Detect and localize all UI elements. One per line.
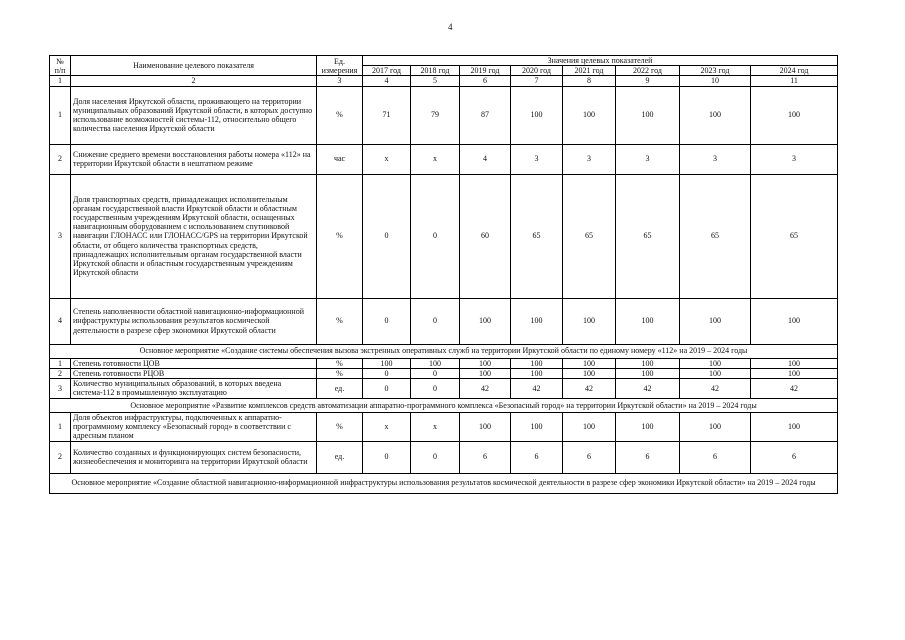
row-value: 100 bbox=[460, 298, 511, 344]
row-value: 100 bbox=[680, 358, 751, 368]
row-value: 100 bbox=[563, 298, 616, 344]
row-value: 60 bbox=[460, 174, 511, 298]
row-value: 65 bbox=[563, 174, 616, 298]
row-indicator-name: Количество муниципальных образований, в которых введена система-112 в промышленную эксплуатацию bbox=[71, 378, 317, 398]
header-index-cell: 2 bbox=[71, 76, 317, 86]
row-value: 65 bbox=[680, 174, 751, 298]
table-row bbox=[50, 144, 838, 174]
header-index-cell: 3 bbox=[317, 76, 363, 86]
header-index-cell: 10 bbox=[680, 76, 751, 86]
row-value: х bbox=[363, 144, 411, 174]
table-row bbox=[50, 358, 838, 368]
row-value: 6 bbox=[460, 441, 511, 473]
section-title: Основное мероприятие «Создание системы обеспечения вызова экстренных оперативных служб на территории Иркутской области по единому номеру «112» на 2019 – 2024 годы bbox=[50, 344, 838, 358]
row-value: 6 bbox=[563, 441, 616, 473]
header-index-cell: 5 bbox=[411, 76, 460, 86]
section-row bbox=[50, 398, 838, 412]
header-name: Наименование целевого показателя bbox=[71, 56, 317, 76]
section-title: Основное мероприятие «Создание областной навигационно-информационной инфраструктуры использования результатов космической деятельности в разрезе сфер экономики Иркутской области» на 2019 – 2024 годы bbox=[50, 473, 838, 493]
row-value: 100 bbox=[363, 358, 411, 368]
row-value: 42 bbox=[751, 378, 838, 398]
header-index-cell: 9 bbox=[616, 76, 680, 86]
row-value: 100 bbox=[460, 358, 511, 368]
row-value: 3 bbox=[751, 144, 838, 174]
row-value: 6 bbox=[616, 441, 680, 473]
row-number: 1 bbox=[50, 412, 71, 441]
header-unit: Ед. измерения bbox=[317, 56, 363, 76]
row-indicator-name: Доля объектов инфраструктуры, подключенных к аппаратно-программному комплексу «Безопасный город» в соответствии с адресным планом bbox=[71, 412, 317, 441]
row-value: 0 bbox=[363, 441, 411, 473]
section-row bbox=[50, 344, 838, 358]
row-value: 3 bbox=[511, 144, 563, 174]
row-value: 3 bbox=[616, 144, 680, 174]
header-year: 2023 год bbox=[680, 66, 751, 76]
row-value: 6 bbox=[680, 441, 751, 473]
row-value: 4 bbox=[460, 144, 511, 174]
row-number: 2 bbox=[50, 368, 71, 378]
row-value: 100 bbox=[616, 298, 680, 344]
header-values-title: Значения целевых показателей bbox=[363, 56, 838, 66]
row-value: 100 bbox=[616, 358, 680, 368]
row-unit: % bbox=[317, 358, 363, 368]
row-value: 65 bbox=[511, 174, 563, 298]
header-year: 2024 год bbox=[751, 66, 838, 76]
row-value: 100 bbox=[511, 86, 563, 144]
row-value: 65 bbox=[751, 174, 838, 298]
header-index-cell: 8 bbox=[563, 76, 616, 86]
row-value: 100 bbox=[563, 368, 616, 378]
row-value: 100 bbox=[680, 86, 751, 144]
header-index-cell: 11 bbox=[751, 76, 838, 86]
row-value: 100 bbox=[511, 358, 563, 368]
row-value: 100 bbox=[411, 358, 460, 368]
row-number: 3 bbox=[50, 378, 71, 398]
row-unit: % bbox=[317, 412, 363, 441]
row-value: 87 bbox=[460, 86, 511, 144]
row-value: 79 bbox=[411, 86, 460, 144]
row-unit: ед. bbox=[317, 441, 363, 473]
row-number: 3 bbox=[50, 174, 71, 298]
table-row bbox=[50, 174, 838, 298]
header-index-cell: 7 bbox=[511, 76, 563, 86]
row-number: 1 bbox=[50, 86, 71, 144]
row-value: 42 bbox=[680, 378, 751, 398]
header-year: 2017 год bbox=[363, 66, 411, 76]
header-year: 2021 год bbox=[563, 66, 616, 76]
table-row bbox=[50, 378, 838, 398]
row-value: 100 bbox=[751, 368, 838, 378]
row-value: 100 bbox=[563, 358, 616, 368]
header-year: 2020 год bbox=[511, 66, 563, 76]
row-indicator-name: Доля транспортных средств, принадлежащих исполнительным органам государственной власти Иркутской области и областным государственным учреждениям Иркутской области, оснащенных навигационным оборудованием с использованием спутниковой навигации ГЛОНАСС или ГЛОНАСС/GPS на территории Иркутской области, от общего количества транспортных средств, принадлежащих исполнительным органам государственной власти Иркутской области и областным государственным учреждениям Иркутской области bbox=[71, 174, 317, 298]
table-row bbox=[50, 86, 838, 144]
row-value: 0 bbox=[363, 368, 411, 378]
row-value: 100 bbox=[680, 412, 751, 441]
row-value: 6 bbox=[751, 441, 838, 473]
row-value: 42 bbox=[460, 378, 511, 398]
header-year: 2018 год bbox=[411, 66, 460, 76]
row-unit: % bbox=[317, 174, 363, 298]
row-value: 100 bbox=[563, 412, 616, 441]
row-unit: % bbox=[317, 86, 363, 144]
row-value: 100 bbox=[616, 86, 680, 144]
row-value: 0 bbox=[363, 378, 411, 398]
table-row bbox=[50, 441, 838, 473]
row-value: 100 bbox=[563, 86, 616, 144]
row-value: 100 bbox=[511, 298, 563, 344]
row-value: 100 bbox=[511, 368, 563, 378]
row-indicator-name: Количество созданных и функционирующих систем безопасности, жизнеобеспечения и мониторинга на территории Иркутской области bbox=[71, 441, 317, 473]
header-num: № п/п bbox=[50, 56, 71, 76]
row-unit: час bbox=[317, 144, 363, 174]
page-number: 4 bbox=[448, 22, 453, 32]
header-row bbox=[50, 56, 838, 66]
row-value: х bbox=[363, 412, 411, 441]
row-value: 100 bbox=[616, 412, 680, 441]
row-value: 65 bbox=[616, 174, 680, 298]
row-indicator-name: Снижение среднего времени восстановления работы номера «112» на территории Иркутской области в нештатном режиме bbox=[71, 144, 317, 174]
row-number: 2 bbox=[50, 144, 71, 174]
header-index-cell: 1 bbox=[50, 76, 71, 86]
row-value: 42 bbox=[616, 378, 680, 398]
row-value: 100 bbox=[751, 86, 838, 144]
row-value: 0 bbox=[411, 368, 460, 378]
row-value: 100 bbox=[460, 368, 511, 378]
row-value: 6 bbox=[511, 441, 563, 473]
row-value: 100 bbox=[751, 358, 838, 368]
row-value: 0 bbox=[411, 378, 460, 398]
header-index-cell: 4 bbox=[363, 76, 411, 86]
row-value: 100 bbox=[680, 368, 751, 378]
row-indicator-name: Степень наполненности областной навигационно-информационной инфраструктуры использования результатов космической деятельности в разрезе сфер экономики Иркутской области bbox=[71, 298, 317, 344]
row-value: 100 bbox=[616, 368, 680, 378]
row-value: 3 bbox=[563, 144, 616, 174]
row-value: х bbox=[411, 412, 460, 441]
header-index-cell: 6 bbox=[460, 76, 511, 86]
row-unit: % bbox=[317, 368, 363, 378]
row-value: 0 bbox=[363, 298, 411, 344]
row-value: 71 bbox=[363, 86, 411, 144]
row-value: 0 bbox=[411, 441, 460, 473]
row-value: 0 bbox=[411, 174, 460, 298]
row-value: 100 bbox=[751, 412, 838, 441]
indicators-table bbox=[49, 55, 838, 494]
table-row bbox=[50, 412, 838, 441]
header-index-row bbox=[50, 76, 838, 86]
row-value: 100 bbox=[460, 412, 511, 441]
row-indicator-name: Степень готовности ЦОВ bbox=[71, 358, 317, 368]
header-year: 2019 год bbox=[460, 66, 511, 76]
row-value: 3 bbox=[680, 144, 751, 174]
table-row bbox=[50, 368, 838, 378]
row-unit: ед. bbox=[317, 378, 363, 398]
section-row bbox=[50, 473, 838, 493]
header-year: 2022 год bbox=[616, 66, 680, 76]
row-value: 42 bbox=[563, 378, 616, 398]
row-number: 1 bbox=[50, 358, 71, 368]
table-body bbox=[50, 56, 838, 494]
row-indicator-name: Доля населения Иркутской области, проживающего на территории муниципальных образований Иркутской области, в которых доступно использование возможностей системы-112, относительно общего количества населения Иркутской области bbox=[71, 86, 317, 144]
row-value: х bbox=[411, 144, 460, 174]
row-unit: % bbox=[317, 298, 363, 344]
row-number: 2 bbox=[50, 441, 71, 473]
row-indicator-name: Степень готовности РЦОВ bbox=[71, 368, 317, 378]
row-value: 42 bbox=[511, 378, 563, 398]
row-value: 100 bbox=[751, 298, 838, 344]
row-number: 4 bbox=[50, 298, 71, 344]
row-value: 0 bbox=[363, 174, 411, 298]
row-value: 100 bbox=[680, 298, 751, 344]
row-value: 0 bbox=[411, 298, 460, 344]
section-title: Основное мероприятие «Развитие комплексов средств автоматизации аппаратно-программного комплекса «Безопасный город» на территории Иркутской области» на 2019 – 2024 годы bbox=[50, 398, 838, 412]
table-row bbox=[50, 298, 838, 344]
row-value: 100 bbox=[511, 412, 563, 441]
